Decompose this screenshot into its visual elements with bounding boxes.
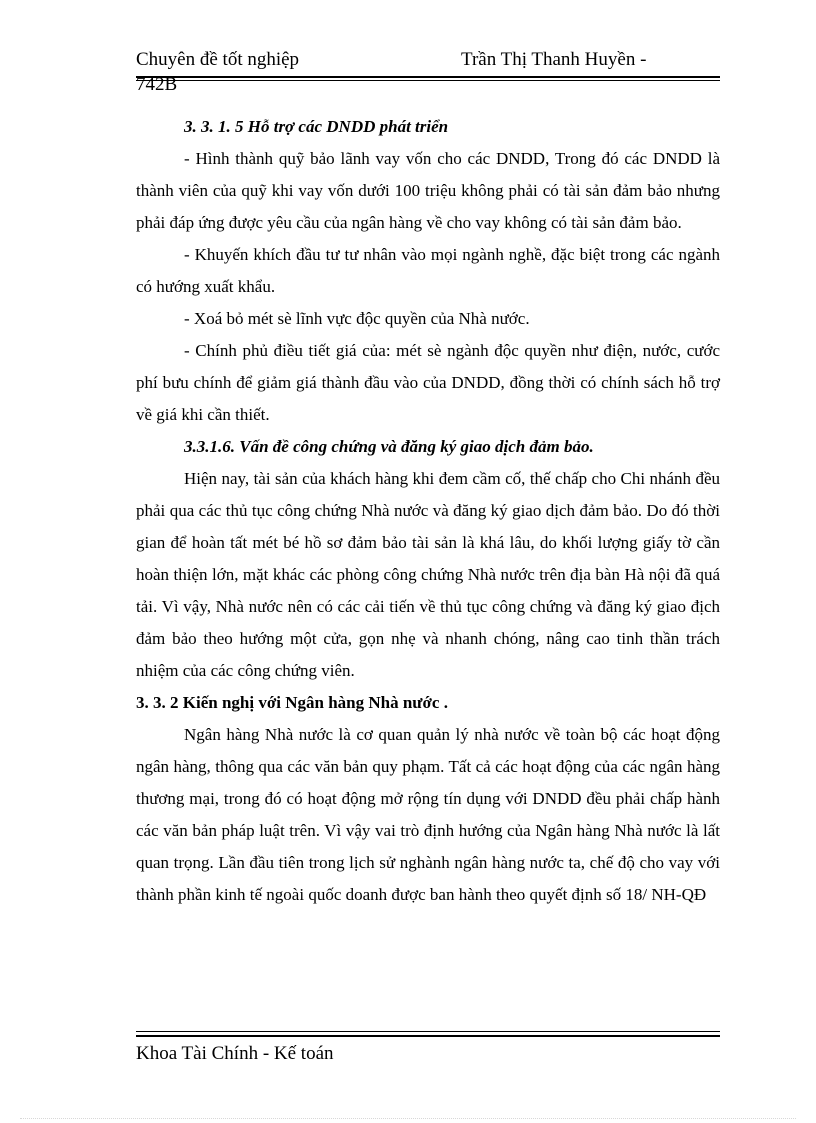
paragraph: - Hình thành quỹ bảo lãnh vay vốn cho các DNDD, Trong đó các DNDD là thành viên của quỹ khi vay vốn dưới 100 triệu không phải có tài sản đảm bảo nhưng phải đáp ứng được yêu cầu của ngân hàng về cho vay không có tài sản đảm bảo. [136, 149, 720, 232]
paragraph: Hiện nay, tài sản của khách hàng khi đem cầm cố, thế chấp cho Chi nhánh đều phải qua các thủ tục công chứng Nhà nước và đăng ký giao dịch đảm bảo. Do đó thời gian để hoàn tất mét bé hồ sơ đảm bảo tài sản là khá lâu, do khối lượng giấy tờ cần hoàn thiện lớn, mặt khác các phòng công chứng Nhà nước trên địa bàn Hà nội đã quá tải. Vì vậy, Nhà nước nên có các cải tiến về thủ tục công chứng và đăng ký giao địch đảm bảo theo hướng một cửa, gọn nhẹ và nhanh chóng, nâng cao tinh thần trách nhiệm của các công chứng viên. [136, 469, 720, 680]
page-footer: Khoa Tài Chính - Kế toán [136, 1043, 334, 1064]
header-author: Trần Thị Thanh Huyền - [461, 49, 647, 70]
paragraph: Ngân hàng Nhà nước là cơ quan quản lý nhà nước về toàn bộ các hoạt động ngân hàng, thông qua các văn bản quy phạm. Tất cả các hoạt động của các ngân hàng thương mại, trong đó có hoạt động mở rộng tín dụng với DNDD đều phải chấp hành các văn bản pháp luật trên. Vì vậy vai trò định hướng của Ngân hàng Nhà nước là lất quan trọng. Lần đầu tiên trong lịch sử nghành ngân hàng nước ta, chế độ cho vay với thành phần kinh tế ngoài quốc doanh được ban hành theo quyết định số 18/ NH-QĐ [136, 725, 720, 904]
footer-rule-thin [136, 1031, 720, 1032]
section-heading-3-3-1-6: 3.3.1.6. Vấn đề công chứng và đăng ký giao dịch đảm bảo. [184, 437, 594, 456]
header-class-code: 742B [136, 74, 178, 95]
header-rule [136, 76, 720, 78]
section-heading-3-3-1-5: 3. 3. 1. 5 Hỗ trợ các DNDD phát triển [184, 117, 449, 136]
header-rule-thin [136, 80, 720, 81]
paragraph: - Khuyến khích đầu tư tư nhân vào mọi ngành nghề, đặc biệt trong các ngành có hướng xuất khẩu. [136, 245, 720, 296]
page-edge-dotted-line [20, 1118, 796, 1119]
header-title: Chuyên đề tốt nghiệp [136, 49, 300, 70]
page-header [136, 46, 720, 76]
document-body [136, 111, 720, 911]
section-heading-3-3-2: 3. 3. 2 Kiến nghị với Ngân hàng Nhà nước . [136, 693, 448, 712]
paragraph: - Xoá bỏ mét sè lĩnh vực độc quyền của Nhà nước. [184, 309, 530, 328]
paragraph: - Chính phủ điều tiết giá của: mét sè ngành độc quyền như điện, nước, cước phí bưu chính để giảm giá thành đầu vào của DNDD, đồng thời có chính sách hỗ trợ về giá khi cần thiết. [136, 341, 720, 424]
footer-rule [136, 1035, 720, 1037]
